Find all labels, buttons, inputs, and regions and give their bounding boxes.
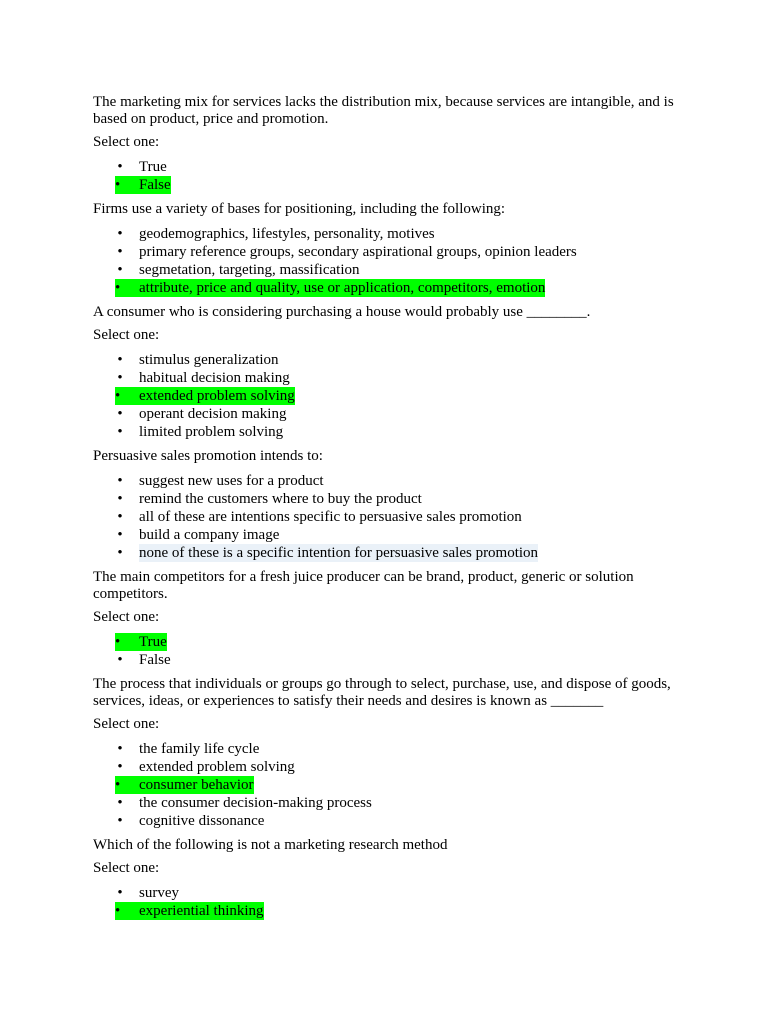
answer-option bbox=[93, 812, 708, 830]
select-one-label: Select one: bbox=[93, 609, 160, 625]
answer-option bbox=[93, 508, 708, 526]
answer-option bbox=[93, 740, 708, 758]
question-text: A consumer who is considering purchasing a house would probably use ________. bbox=[93, 304, 591, 320]
bullet-icon: • bbox=[117, 527, 123, 543]
answer-option-label: stimulus generalization bbox=[139, 352, 279, 368]
answer-option-label: survey bbox=[139, 885, 179, 901]
question-block bbox=[93, 569, 708, 669]
answer-options-list bbox=[93, 740, 708, 830]
answer-option bbox=[93, 526, 708, 544]
select-one-label: Select one: bbox=[93, 860, 160, 876]
bullet-icon: • bbox=[115, 279, 139, 297]
select-one-label: Select one: bbox=[93, 327, 160, 343]
answer-option-label: build a company image bbox=[139, 527, 280, 543]
answer-option bbox=[93, 758, 708, 776]
bullet-icon: • bbox=[117, 652, 123, 668]
answer-option-label: consumer behavior bbox=[139, 777, 254, 793]
bullet-icon: • bbox=[117, 370, 123, 386]
answer-option-highlighted bbox=[93, 776, 708, 794]
question-text: The main competitors for a fresh juice producer can be brand, product, generic or solution competitors. bbox=[93, 569, 634, 602]
bullet-icon: • bbox=[117, 473, 123, 489]
answer-option-label: primary reference groups, secondary aspirational groups, opinion leaders bbox=[139, 244, 577, 260]
select-one-label: Select one: bbox=[93, 134, 160, 150]
bullet-icon: • bbox=[117, 262, 123, 278]
answer-option bbox=[93, 423, 708, 441]
answer-option-label: habitual decision making bbox=[139, 370, 290, 386]
answer-option-label: segmetation, targeting, massification bbox=[139, 262, 360, 278]
bullet-icon: • bbox=[117, 406, 123, 422]
bullet-icon: • bbox=[117, 741, 123, 757]
answer-option bbox=[93, 651, 708, 669]
answer-option bbox=[93, 351, 708, 369]
answer-option-highlighted bbox=[93, 633, 708, 651]
answer-option bbox=[93, 794, 708, 812]
answer-option bbox=[93, 261, 708, 279]
question-text: Firms use a variety of bases for positioning, including the following: bbox=[93, 201, 506, 217]
bullet-icon: • bbox=[117, 424, 123, 440]
bullet-icon: • bbox=[117, 352, 123, 368]
question-text: The process that individuals or groups go through to select, purchase, use, and dispose of goods, services, ideas, or experiences to satisfy their needs and desires is known as _______ bbox=[93, 676, 671, 709]
answer-option bbox=[93, 884, 708, 902]
answer-options-list bbox=[93, 158, 708, 194]
answer-option-label: extended problem solving bbox=[139, 759, 295, 775]
bullet-icon: • bbox=[115, 633, 139, 651]
answer-option-label: extended problem solving bbox=[139, 388, 295, 404]
answer-option bbox=[93, 544, 708, 562]
answer-option-highlighted bbox=[93, 176, 708, 194]
answer-option-label: the family life cycle bbox=[139, 741, 260, 757]
answer-option-highlighted bbox=[93, 902, 708, 920]
bullet-icon: • bbox=[115, 902, 139, 920]
bullet-icon: • bbox=[117, 885, 123, 901]
answer-option bbox=[93, 490, 708, 508]
bullet-icon: • bbox=[117, 244, 123, 260]
bullet-icon: • bbox=[117, 226, 123, 242]
answer-option bbox=[93, 405, 708, 423]
answer-option-label: cognitive dissonance bbox=[139, 813, 265, 829]
bullet-icon: • bbox=[117, 491, 123, 507]
bullet-icon: • bbox=[117, 545, 123, 561]
answer-option-label: experiential thinking bbox=[139, 903, 264, 919]
question-block bbox=[93, 448, 708, 562]
answer-options-list bbox=[93, 225, 708, 297]
bullet-icon: • bbox=[117, 813, 123, 829]
question-text: Persuasive sales promotion intends to: bbox=[93, 448, 323, 464]
answer-option-label: operant decision making bbox=[139, 406, 287, 422]
question-block bbox=[93, 304, 708, 441]
question-block bbox=[93, 837, 708, 920]
question-text: The marketing mix for services lacks the distribution mix, because services are intangible, and is based on product, price and promotion. bbox=[93, 94, 674, 127]
select-one-label: Select one: bbox=[93, 716, 160, 732]
answer-option-label: attribute, price and quality, use or application, competitors, emotion bbox=[139, 280, 546, 296]
answer-option bbox=[93, 369, 708, 387]
bullet-icon: • bbox=[115, 176, 139, 194]
answer-option-label: none of these is a specific intention for persuasive sales promotion bbox=[139, 545, 539, 561]
answer-options-list bbox=[93, 472, 708, 562]
answer-option-label: False bbox=[139, 652, 171, 668]
answer-option bbox=[93, 225, 708, 243]
bullet-icon: • bbox=[117, 759, 123, 775]
answer-option-label: the consumer decision-making process bbox=[139, 795, 372, 811]
question-block bbox=[93, 94, 708, 194]
answer-option-label: False bbox=[139, 177, 171, 193]
answer-option bbox=[93, 158, 708, 176]
answer-option-label: limited problem solving bbox=[139, 424, 284, 440]
answer-option-label: all of these are intentions specific to persuasive sales promotion bbox=[139, 509, 522, 525]
answer-options-list bbox=[93, 633, 708, 669]
bullet-icon: • bbox=[115, 387, 139, 405]
answer-option-label: suggest new uses for a product bbox=[139, 473, 324, 489]
answer-option-label: True bbox=[139, 159, 167, 175]
answer-option-label: remind the customers where to buy the product bbox=[139, 491, 422, 507]
bullet-icon: • bbox=[117, 795, 123, 811]
answer-option-label: geodemographics, lifestyles, personality, motives bbox=[139, 226, 435, 242]
bullet-icon: • bbox=[115, 776, 139, 794]
answer-option-highlighted bbox=[93, 279, 708, 297]
answer-options-list bbox=[93, 351, 708, 441]
question-block bbox=[93, 676, 708, 830]
answer-option-highlighted bbox=[93, 387, 708, 405]
answer-option bbox=[93, 243, 708, 261]
bullet-icon: • bbox=[117, 159, 123, 175]
question-text: Which of the following is not a marketing research method bbox=[93, 837, 448, 853]
answer-options-list bbox=[93, 884, 708, 920]
question-block bbox=[93, 201, 708, 297]
answer-option bbox=[93, 472, 708, 490]
bullet-icon: • bbox=[117, 509, 123, 525]
answer-option-label: True bbox=[139, 634, 167, 650]
